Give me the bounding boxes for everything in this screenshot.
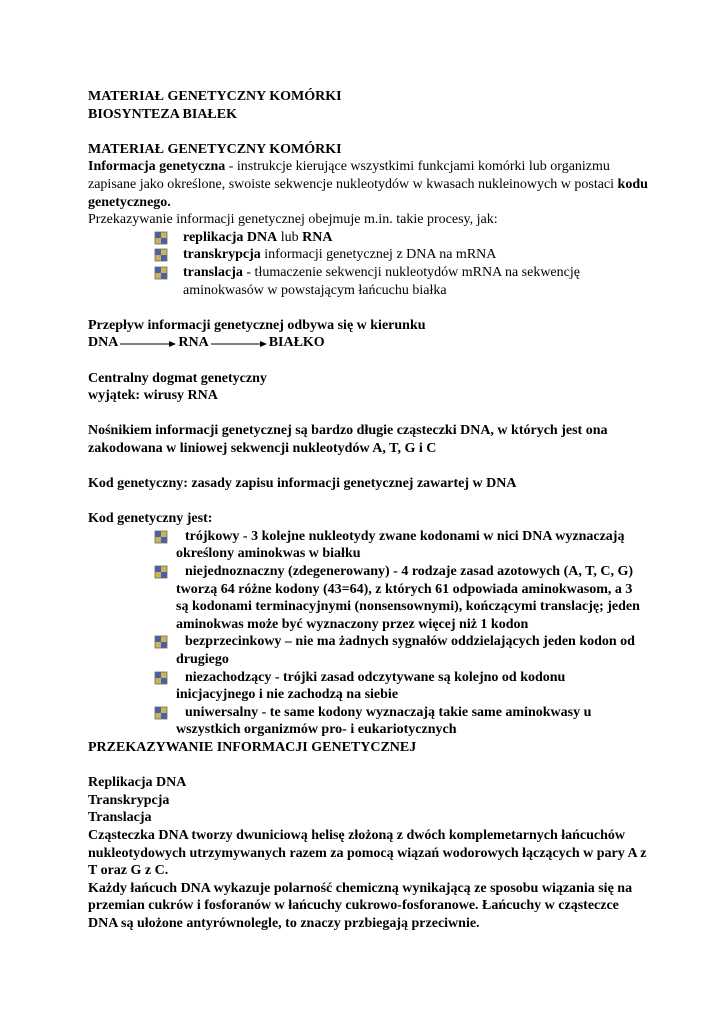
bullet-icon	[154, 706, 168, 720]
list-item	[88, 633, 648, 668]
process-term: translacja	[183, 264, 243, 280]
flow-protein: BIAŁKO	[268, 335, 325, 351]
process-text: lub	[277, 229, 303, 245]
property-text: uniwersalny - te same kodony wyznaczają takie same aminokwasy u wszystkich organizmów pro- i eukariotycznych	[176, 704, 592, 738]
dogma-heading: Centralny dogmat genetyczny	[88, 370, 267, 386]
process-term: transkrypcja	[183, 247, 261, 263]
process-heading-translation: Translacja	[88, 810, 152, 826]
doc-title: MATERIAŁ GENETYCZNY KOMÓRKI	[88, 89, 342, 104]
property-text: bezprzecinkowy – nie ma żadnych sygnałów oddzielających jeden kodon od drugiego	[176, 634, 635, 667]
list-item	[88, 669, 648, 704]
process-term-2: RNA	[302, 229, 333, 245]
list-item	[88, 704, 648, 739]
list-item	[88, 563, 648, 633]
code-properties-title: Kod genetyczny jest:	[88, 511, 213, 527]
flow-diagram	[88, 334, 648, 352]
process-term: replikacja DNA	[183, 229, 278, 245]
list-item	[88, 246, 648, 264]
bullet-icon	[154, 266, 168, 280]
arrow-right-icon	[211, 338, 267, 348]
list-item	[88, 264, 648, 299]
bullet-icon	[154, 635, 168, 649]
flow-title: Przepływ informacji genetycznej odbywa się w kierunku	[88, 317, 426, 333]
bullet-icon	[154, 231, 168, 245]
property-text: trójkowy - 3 kolejne nukleotydy zwane kodonami w nici DNA wyznaczają określony aminokwas w białku	[176, 528, 625, 562]
processes-intro: Przekazywanie informacji genetycznej obejmuje m.in. takie procesy, jak:	[88, 212, 498, 228]
dogma-exception: wyjątek: wirusy RNA	[88, 388, 218, 404]
list-item	[88, 528, 648, 563]
flow-dna: DNA	[88, 335, 119, 351]
property-text: niezachodzący - trójki zasad odczytywane są kolejno od kodonu inicjacyjnego i nie zachodzą na siebie	[176, 669, 566, 703]
process-text: informacji genetycznej z DNA na mRNA	[260, 247, 497, 263]
flow-rna: RNA	[178, 335, 209, 351]
definition-text: - instrukcje kierujące wszystkimi funkcjami komórki lub organizmu zapisane jako określone, swoiste sekwencje nukleotydów w kwasach nukleinowych w postaci	[88, 159, 618, 192]
arrow-right-icon	[120, 338, 176, 348]
dna-structure-paragraph: Cząsteczka DNA tworzy dwuniciową helisę złożoną z dwóch komplemetarnych łańcuchów nukleotydowych utrzymywanych razem za pomocą wiązań wodorowych łączących w pary A z T oraz G z C.	[88, 827, 647, 879]
process-list	[88, 229, 648, 299]
section-title: MATERIAŁ GENETYCZNY KOMÓRKI	[88, 141, 342, 157]
bullet-icon	[154, 565, 168, 579]
bullet-icon	[154, 671, 168, 685]
property-text: niejednoznaczny (zdegenerowany) - 4 rodzaje zasad azotowych (A, T, C, G) tworzą 64 różne kodony (43=64), z których 61 odpowiada aminokwasom, a 3 są kodonami terminacyjnymi (nonsensownymi), kończącymi translację; jeden aminokwas może być wyznaczony przez więcej niż 1 kodon	[176, 564, 640, 632]
process-text: - tłumaczenie sekwencji nukleotydów mRNA na sekwencję aminokwasów w powstającym łańcuchu białka	[183, 264, 580, 298]
code-properties-list	[88, 528, 648, 739]
carrier-paragraph: Nośnikiem informacji genetycznej są bardzo długie cząsteczki DNA, w których jest ona zakodowana w liniowej sekwencji nukleotydów A, T, G i C	[88, 423, 608, 456]
list-item	[88, 229, 648, 247]
definition-term: Informacja genetyczna	[88, 159, 226, 175]
code-definition: Kod genetyczny: zasady zapisu informacji genetycznej zawartej w DNA	[88, 476, 517, 492]
definition-term-2: kodu genetycznego.	[88, 176, 648, 210]
document-page	[88, 88, 648, 933]
doc-subtitle: BIOSYNTEZA BIAŁEK	[88, 106, 237, 122]
definition-paragraph	[88, 158, 648, 211]
process-heading-transcription: Transkrypcja	[88, 792, 170, 808]
section-title-2: PRZEKAZYWANIE INFORMACJI GENETYCZNEJ	[88, 739, 417, 755]
dna-polarity-paragraph: Każdy łańcuch DNA wykazuje polarność chemiczną wynikającą ze sposobu wiązania się na przemian cukrów i fosforanów w łańcuchy cukrowo-fosforanowe. Łańcuchy w cząsteczce DNA są ułożone antyrównolegle, to znaczy przbiegają przeciwnie.	[88, 880, 633, 931]
bullet-icon	[154, 248, 168, 262]
process-heading-replication: Replikacja DNA	[88, 775, 187, 791]
bullet-icon	[154, 530, 168, 544]
